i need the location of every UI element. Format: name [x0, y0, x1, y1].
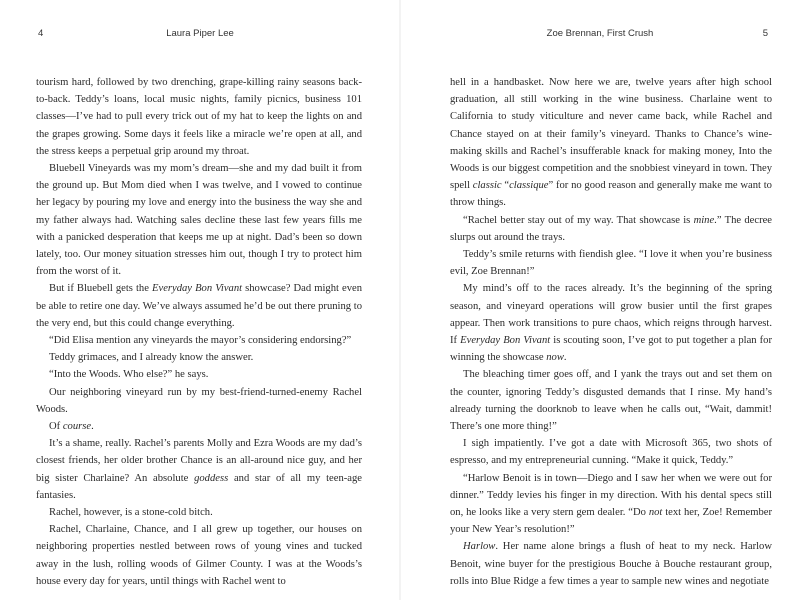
paragraph: I sigh impatiently. I’ve got a date with Microsoft 365, two shots of espresso, and my entrepreneurial cunning. “Make it quick, Teddy.” [450, 438, 772, 467]
running-head-title: Zoe Brennan, First Crush [546, 28, 654, 39]
paragraph: Of course. [49, 421, 94, 433]
paragraph: Harlow. Her name alone brings a flush of heat to my neck. Harlow Benoit, wine buyer for the prestigious Bouche à Bouche restaurant group, rolls into Blue Ridge a few times a year to sample new wines and negotiate [450, 541, 772, 587]
paragraph: Rachel, Charlaine, Chance, and I all grew up together, our houses on neighboring properties nestled between rows of young vines and tucked away in the lush, rolling woods of Gilmer County. I was at the Woods’s house every day for years, until things with Rachel went to [36, 524, 362, 587]
paragraph: Our neighboring vineyard run by my best-friend-turned-enemy Rachel Woods. [36, 386, 362, 415]
paragraph: “Into the Woods. Who else?” he says. [49, 369, 209, 381]
paragraph: tourism hard, followed by two drenching, grape-killing rainy seasons back-to-back. Teddy’s loans, local music nights, family picnics, business 101 classes—I’ve had to pull every trick out of my hat to keep the lights on and the grapes growing. Some days it feels like a miracle we’re open at all, and the stress keeps a perpetual grip around my throat. [36, 77, 362, 157]
paragraph: Teddy grimaces, and I already know the answer. [49, 352, 254, 364]
paragraph: “Rachel better stay out of my way. That showcase is mine.” The decree slurps out around the trays. [450, 214, 773, 243]
paragraph: My mind’s off to the races already. It’s the beginning of the spring season, and vineyard operations will grow busier until the first grapes appear. Then work transitions to pure chaos, which reigns through harvest. If Everyday Bon Vivant is scouting soon, I’ve got to put together a plan for winning the showcase now. [450, 283, 772, 364]
page-body-text [36, 74, 362, 590]
paragraph: hell in a handbasket. Now here we are, twelve years after high school graduation, all still working in the wine business. Charlaine went to California to study viticulture and never came back, while Rachel and Chance stayed on at their family’s vineyard. Thanks to Chance’s wine-making skills and Rachel’s insufferable knack for making money, Into the Woods is our biggest competition and the snobbiest vineyard in town. They spell classic “classique” for no good reason and generally make me want to throw things. [450, 77, 772, 209]
paragraph: The bleaching timer goes off, and I yank the trays out and set them on the counter, ignoring Teddy’s disgusted demands that I rinse. My hand’s already turning the doorknob to leave when he calls out, “Wait, dammit! There’s one more thing!” [450, 369, 772, 433]
paragraph: “Did Elisa mention any vineyards the mayor’s considering endorsing?” [49, 335, 352, 347]
paragraph: But if Bluebell gets the Everyday Bon Vivant showcase? Dad might even be able to retire one day. We’ve always assumed he’d be out there pruning to the very end, but this could change everything. [36, 283, 363, 329]
paragraph: “Harlow Benoit is in town—Diego and I saw her when we were out for dinner.” Teddy levies his finger in my direction. With his dental specs still on, he looks like a very stern gem dealer. “Do not text her, Zoe! Remember your New Year’s resolution!” [450, 472, 772, 536]
paragraph: Rachel, however, is a stone-cold bitch. [49, 507, 213, 519]
paragraph: It’s a shame, really. Rachel’s parents Molly and Ezra Woods are my dad’s closest friends, her older brother Chance is an all-around nice guy, and her big sister Charlaine? An absolute goddess and star of all my teen-age fantasies. [36, 438, 362, 501]
paragraph: Bluebell Vineyards was my mom’s dream—she and my dad built it from the ground up. But Mom died when I was twelve, and I vowed to continue her legacy by pouring my love and energy into the business the way she and my father always had. Watching sales decline these last few years fills me with a panicked desperation that keeps me up at night. Dad’s been so down lately, too. Our money situation stresses him out, though I try to protect him from the worst of it. [36, 163, 362, 278]
page-number: 5 [762, 28, 768, 39]
page-number: 4 [38, 28, 44, 39]
running-head-author: Laura Piper Lee [166, 28, 234, 39]
page-body-text [450, 74, 772, 590]
paragraph: Teddy’s smile returns with fiendish glee. “I love it when you’re business evil, Zoe Brennan!” [450, 249, 772, 278]
right-page [400, 0, 800, 600]
